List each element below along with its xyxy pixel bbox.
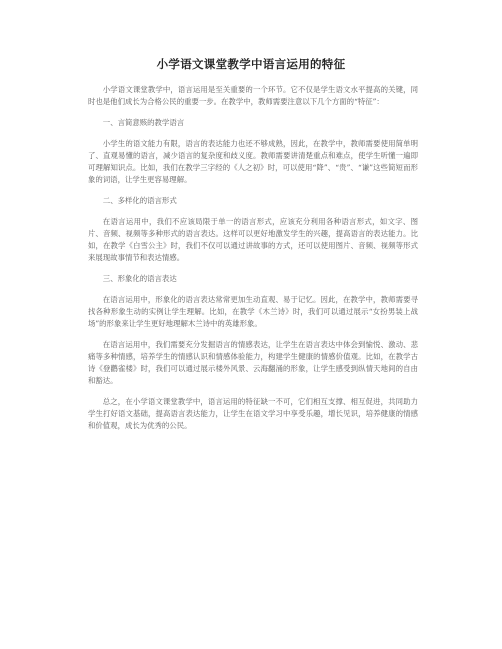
document-body (88, 84, 418, 441)
intro-paragraph: 小学语文课堂教学中，语言运用是至关重要的一个环节。它不仅是学生语文水平提高的关键，同时也是他们成长为合格公民的重要一步。在教学中，教师需要注意以下几个方面的“特征”： (88, 85, 418, 106)
section-3-paragraph-1: 在语言运用中，形象化的语言表达常常更加生动直观、易于记忆。因此，在教学中，教师需要寻找各种形象生动的实例让学生理解。比如，在教学《木兰诗》时，我们可以通过展示“女扮男装上战场”的形象来让学生更好地理解木兰诗中的英雄形象。 (88, 295, 418, 328)
section-2-paragraph: 在语言运用中，我们不应该局限于单一的语言形式，应该充分利用各种语言形式，如文字、图片、音频、视频等多种形式的语言表达。这样可以更好地激发学生的兴趣，提高语言的表达能力。比如，在教学《白雪公主》时，我们不仅可以通过讲故事的方式，还可以使用图片、音频、视频等形式来展现故事情节和表达情感。 (88, 217, 418, 262)
document-title: 小学语文课堂教学中语言运用的特征 (156, 57, 346, 71)
section-1-paragraph: 小学生的语文能力有限，语言的表达能力也还不够成熟，因此，在教学中，教师需要使用简单明了、直观易懂的语言，减少语言的复杂度和歧义度。教师需要讲清楚重点和难点，使学生听懂一遍即可理解知识点。比如，我们在教学三字经的《人之初》时，可以使用“降”、“贵”、“谦”这些简短而形象的词语，让学生更容易理解。 (88, 139, 418, 184)
conclusion-paragraph: 总之，在小学语文课堂教学中，语言运用的特征缺一不可，它们相互支撑、相互促进，共同助力学生打好语文基础，提高语言表达能力，让学生在语文学习中享受乐趣，增长见识，培养健康的情感和价值观，成长为优秀的公民。 (88, 397, 418, 430)
section-heading-3: 三、形象化的语言表达 (102, 274, 177, 283)
section-3-paragraph-2: 在语言运用中，我们需要充分发掘语言的情感表达，让学生在语言表达中体会到愉悦、激动、悲痛等多种情感，培养学生的情感认识和情感体验能力，构建学生健康的情感价值观。比如，在教学古诗《登鹳雀楼》时，我们可以通过展示楼外风景、云海翻涌的形象，让学生感受到纵情天地间的自由和豁达。 (88, 340, 418, 385)
section-heading-2: 二、多样化的语言形式 (102, 196, 177, 205)
section-heading-1: 一、言简意赅的教学语言 (102, 118, 185, 127)
